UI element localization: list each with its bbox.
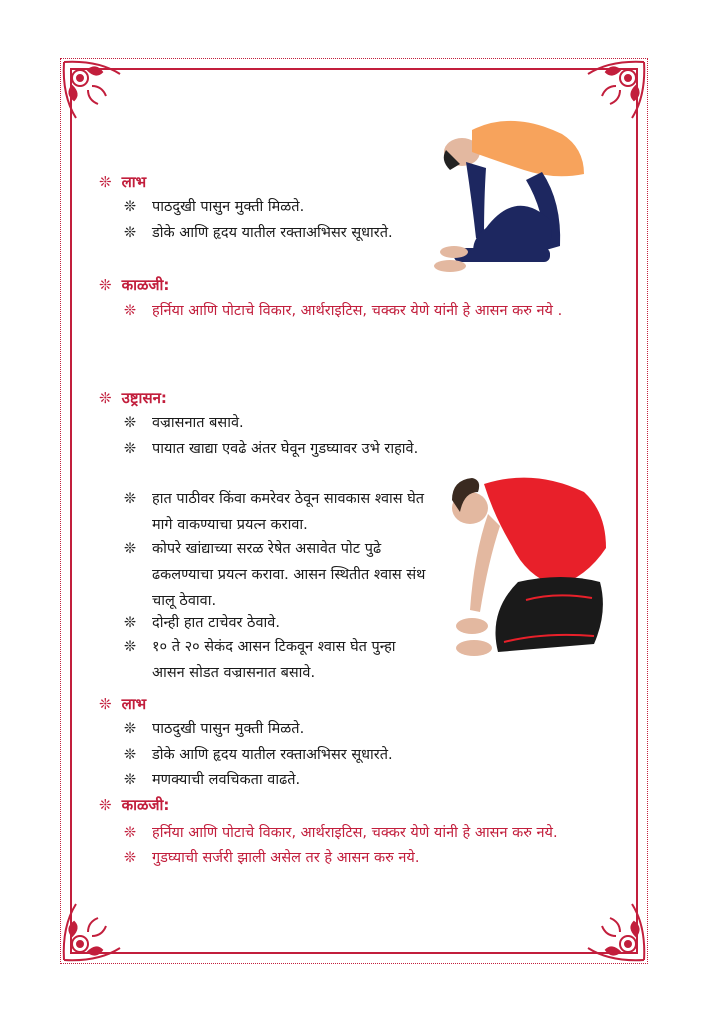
ustrasana-heading: ❊ उष्ट्रासन: — [99, 389, 167, 407]
benefits-heading: ❊ लाभ — [99, 695, 147, 713]
caution-heading: ❊ काळजी: — [99, 276, 170, 294]
list-item: ❊ १० ते २० सेकंद आसन टिकवून श्वास घेत पुन्हा आसन सोडत वज्रासनात बसावे. — [152, 634, 427, 686]
list-item: ❊ कोपरे खांद्याच्या सरळ रेषेत असावेत पोट पुढे ढकलण्याचा प्रयत्न करावा. आसन स्थितीत श्वास संथ चालू ठेवावा. — [152, 536, 427, 614]
corner-ornament-icon — [578, 894, 650, 966]
list-item: ❊ मणक्याची लवचिकता वाढते. — [152, 767, 472, 793]
corner-ornament-icon — [58, 894, 130, 966]
list-item: ❊ डोके आणि हृदय यातील रक्ताअभिसर सूधारते. — [152, 220, 472, 246]
caution-heading: ❊ काळजी: — [99, 796, 170, 814]
flower-bullet-icon: ❊ — [124, 415, 137, 431]
list-item: ❊ डोके आणि हृदय यातील रक्ताअभिसर सूधारते. — [152, 742, 472, 768]
flower-bullet-icon: ❊ — [124, 825, 137, 841]
flower-bullet-icon: ❊ — [124, 772, 137, 788]
pose-photo-ustrasana — [448, 470, 610, 666]
pose-photo-backbend — [432, 110, 592, 275]
list-item: ❊ हर्निया आणि पोटाचे विकार, आर्थराइटिस, चक्कर येणे यांनी हे आसन करु नये. — [152, 820, 622, 846]
flower-bullet-icon: ❊ — [99, 695, 112, 713]
flower-bullet-icon: ❊ — [99, 796, 112, 814]
flower-bullet-icon: ❊ — [124, 721, 137, 737]
corner-ornament-icon — [58, 56, 130, 128]
list-item: ❊ पाठदुखी पासुन मुक्ती मिळते. — [152, 194, 472, 220]
list-item: ❊ गुडघ्याची सर्जरी झाली असेल तर हे आसन करु नये. — [152, 845, 622, 871]
flower-bullet-icon: ❊ — [124, 491, 137, 507]
flower-bullet-icon: ❊ — [124, 747, 137, 763]
flower-bullet-icon: ❊ — [124, 850, 137, 866]
flower-bullet-icon: ❊ — [99, 389, 112, 407]
list-item: ❊ पाठदुखी पासुन मुक्ती मिळते. — [152, 716, 472, 742]
flower-bullet-icon: ❊ — [124, 615, 137, 631]
flower-bullet-icon: ❊ — [124, 541, 137, 557]
flower-bullet-icon: ❊ — [124, 441, 137, 457]
list-item: ❊ हात पाठीवर किंवा कमरेवर ठेवून सावकास श्वास घेत मागे वाकण्याचा प्रयत्न करावा. — [152, 486, 427, 538]
flower-bullet-icon: ❊ — [124, 225, 137, 241]
list-item: ❊ पायात खाद्या एवढे अंतर घेवून गुडघ्यावर उभे राहावे. — [152, 436, 427, 462]
flower-bullet-icon: ❊ — [124, 199, 137, 215]
flower-bullet-icon: ❊ — [99, 173, 112, 191]
flower-bullet-icon: ❊ — [124, 639, 137, 655]
list-item: ❊ हर्निया आणि पोटाचे विकार, आर्थराइटिस, चक्कर येणे यांनी हे आसन करु नये . — [152, 298, 622, 324]
benefits-heading: ❊ लाभ — [99, 173, 147, 191]
list-item: ❊ वज्रासनात बसावे. — [152, 410, 427, 436]
flower-bullet-icon: ❊ — [99, 276, 112, 294]
list-item: ❊ दोन्ही हात टाचेवर ठेवावे. — [152, 610, 427, 636]
flower-bullet-icon: ❊ — [124, 303, 137, 319]
